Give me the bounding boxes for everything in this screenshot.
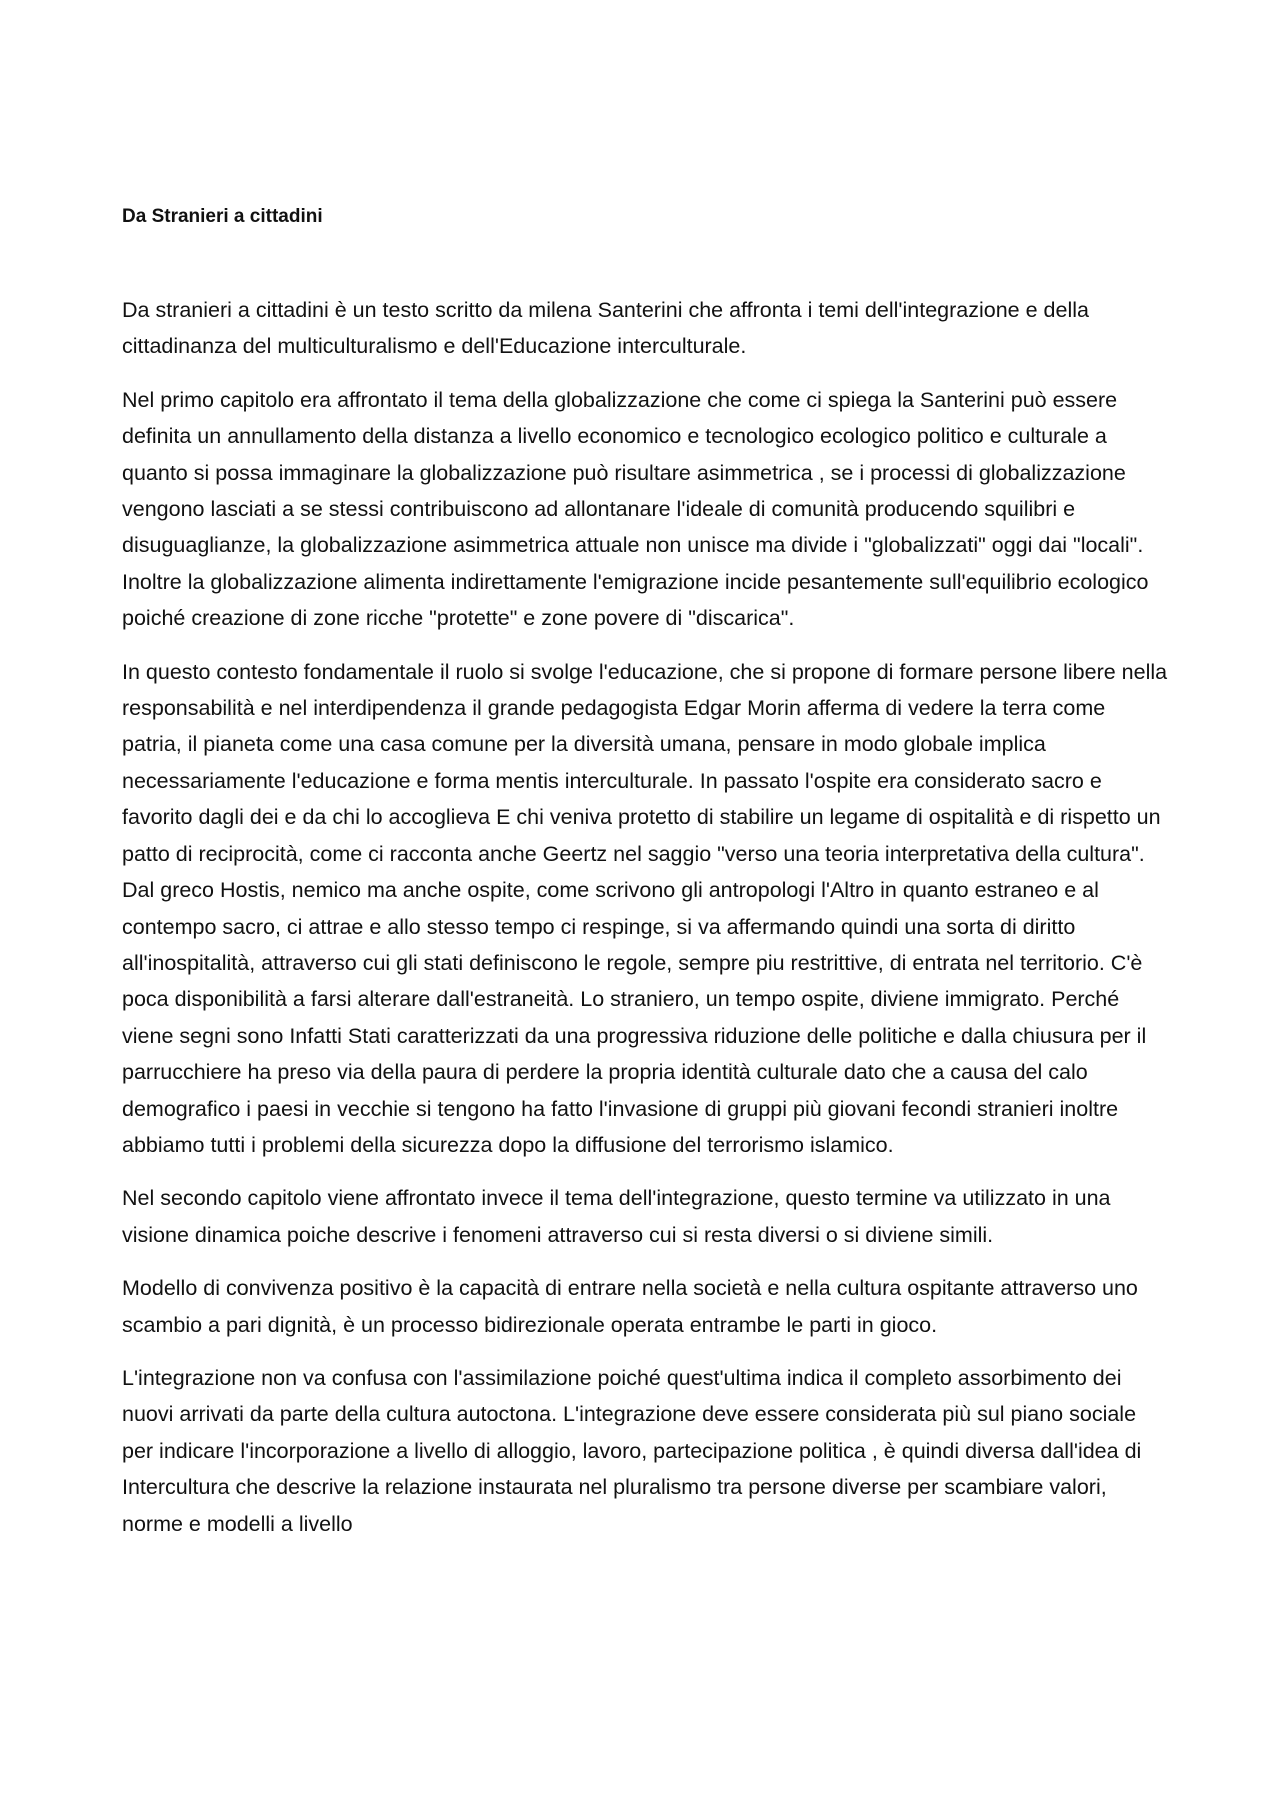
document-title: Da Stranieri a cittadini <box>122 206 323 227</box>
paragraph-convivenza: Modello di convivenza positivo è la capacità di entrare nella società e nella cultura ospitante attraverso uno scambio a pari dignità, è un processo bidirezionale operata entrambe le parti in gioco. <box>122 1276 1138 1337</box>
paragraph-globalizzazione: Nel primo capitolo era affrontato il tema della globalizzazione che come ci spiega la Santerini può essere definita un annullamento della distanza a livello economico e tecnologico ecologico politico e culturale a quanto si possa immaginare la globalizzazione può risultare asimmetrica , se i processi di globalizzazione vengono lasciati a se stessi contribuiscono ad allontanare l'ideale di comunità producendo squilibri e disuguaglianze, la globalizzazione asimmetrica attuale non unisce ma divide i "globalizzati" oggi dai "locali". Inoltre la globalizzazione alimenta indirettamente l'emigrazione incide pesantemente sull'equilibrio ecologico poiché creazione di zone ricche "protette" e zone povere di "discarica". <box>122 387 1149 631</box>
paragraph-integrazione: Nel secondo capitolo viene affrontato invece il tema dell'integrazione, questo termine va utilizzato in una visione dinamica poiche descrive i fenomeni attraverso cui si resta diversi o si diviene simili. <box>122 1186 1111 1247</box>
paragraph-assimilazione: L'integrazione non va confusa con l'assimilazione poiché quest'ultima indica il completo assorbimento dei nuovi arrivati da parte della cultura autoctona. L'integrazione deve essere considerata più sul piano sociale per indicare l'incorporazione a livello di alloggio, lavoro, partecipazione politica , è quindi diversa dall'idea di Intercultura che descrive la relazione instaurata nel pluralismo tra persone diverse per scambiare valori, norme e modelli a livello <box>122 1365 1142 1536</box>
document-body <box>122 204 1168 1559</box>
paragraph-educazione: In questo contesto fondamentale il ruolo si svolge l'educazione, che si propone di formare persone libere nella responsabilità e nel interdipendenza il grande pedagogista Edgar Morin afferma di vedere la terra come patria, il pianeta come una casa comune per la diversità umana, pensare in modo globale implica necessariamente l'educazione e forma mentis interculturale. In passato l'ospite era considerato sacro e favorito dagli dei e da chi lo accoglieva E chi veniva protetto di stabilire un legame di ospitalità e di rispetto un patto di reciprocità, come ci racconta anche Geertz nel saggio "verso una teoria interpretativa della cultura". Dal greco Hostis, nemico ma anche ospite, come scrivono gli antropologi l'Altro in quanto estraneo e al contempo sacro, ci attrae e allo stesso tempo ci respinge, si va affermando quindi una sorta di diritto all'inospitalità, attraverso cui gli stati definiscono le regole, sempre piu restrittive, di entrata nel territorio. C'è poca disponibilità a farsi alterare dall'estraneità. Lo straniero, un tempo ospite, diviene immigrato. Perché viene segni sono Infatti Stati caratterizzati da una progressiva riduzione delle politiche e dalla chiusura per il parrucchiere ha preso via della paura di perdere la propria identità culturale dato che a causa del calo demografico i paesi in vecchie si tengono ha fatto l'invasione di gruppi più giovani fecondi stranieri inoltre abbiamo tutti i problemi della sicurezza dopo la diffusione del terrorismo islamico. <box>122 659 1168 1157</box>
paragraph-intro: Da stranieri a cittadini è un testo scritto da milena Santerini che affronta i temi dell'integrazione e della cittadinanza del multiculturalismo e dell'Educazione interculturale. <box>122 298 1089 359</box>
